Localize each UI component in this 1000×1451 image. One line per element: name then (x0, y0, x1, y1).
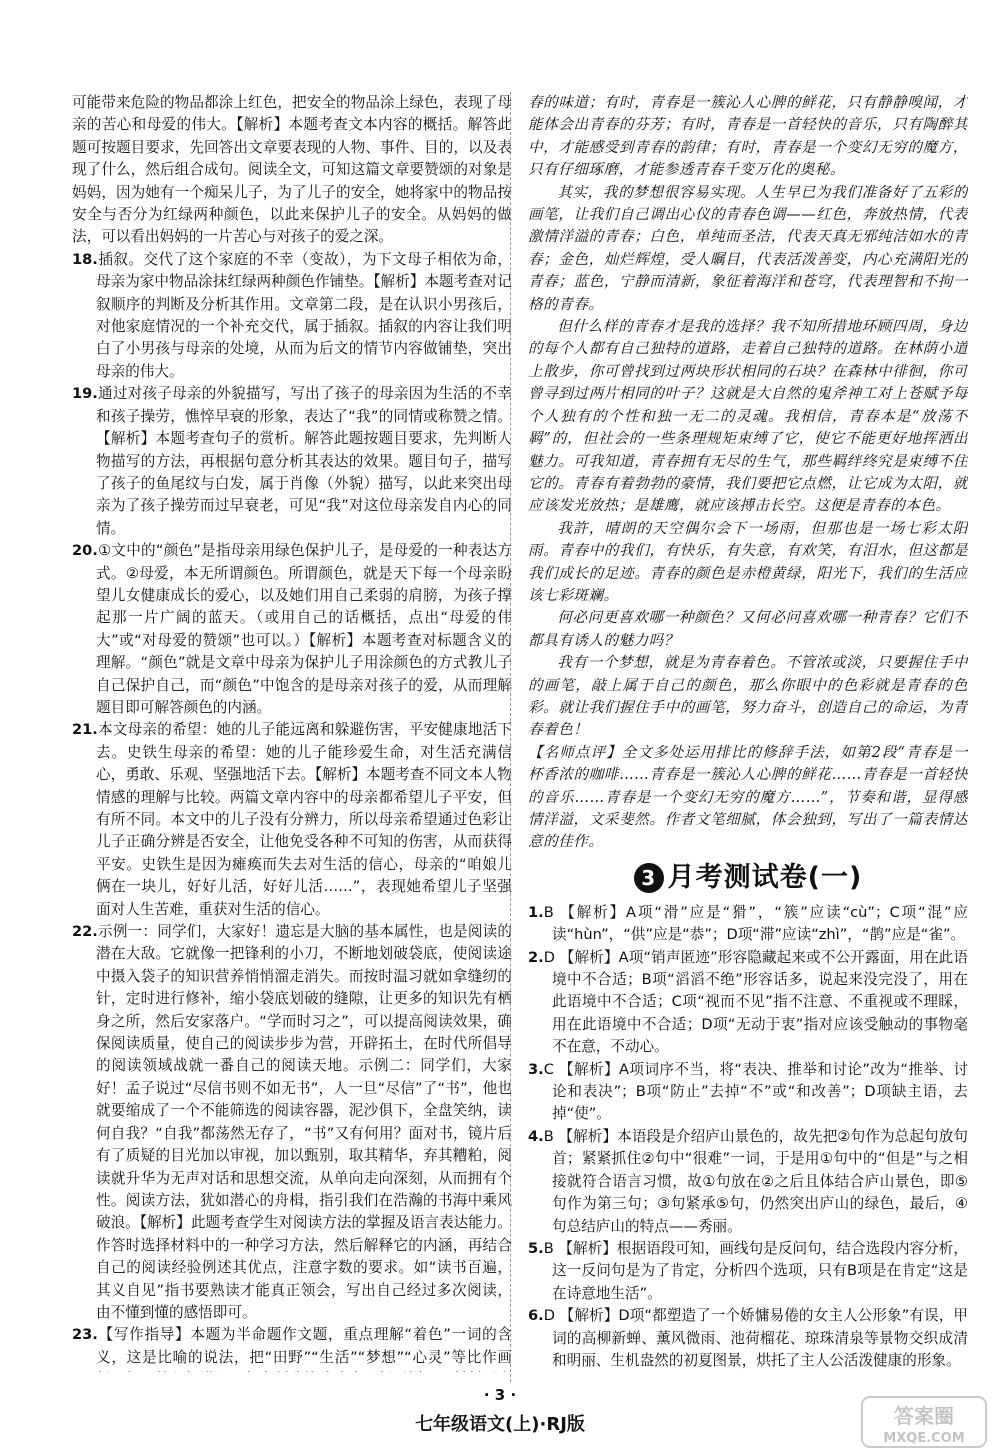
answer-17-continuation: 可能带来危险的物品都涂上红色，把安全的物品涂上绿色，表现了母亲的苦心和母爱的伟大。【解析】本题考查文本内容的概括。解答此题可按题目要求，先回答出文章要表现的人物、事件、目的，以及表现了什么，然后组合成句。阅读全文，可知这篇文章要赞颂的对象是妈妈，因为她有一个痴呆儿子，为了儿子的安全，她将家中的物品按安全与否分为红绿两种颜色，以此来保护儿子的安全。从妈妈的做法，可以看出妈妈的一片苦心与对孩子的爱之深。 (72, 94, 512, 246)
teacher-comment: 【名师点评】全文多处运用排比的修辞手法，如第2段“青春是一杯香浓的咖啡……青春是一簇沁人心脾的鲜花……青春是一首轻快的音乐……青春是一个变幻无穷的魔方……”，节奏和谐，显得感情洋溢，文采斐然。作者文笔细腻，体会独到，写出了一篇表情达意的佳作。 (528, 743, 968, 851)
essay-paragraph-5: 我許，晴朗的天空偶尔会下一场雨，但那也是一场七彩太阳雨。青春中的我们，有快乐，有失意，有欢笑，有泪水，但这都是我们成长的足迹。青春的颜色是赤橙黄绿，阳光下，我们的生活应该七彩斑斓。 (528, 519, 968, 604)
essay-paragraph-7: 我有一个梦想，就是为青春着色。不管浓或淡，只要握住手中的画笔，敲上属于自己的颜色，那么你眼中的色彩就是青春的色彩。就让我们握住手中的画笔，努力奋斗，创造自己的命运，为青春着色！ (528, 654, 968, 739)
answer-1-text: B 【解析】A项“滑”应是“猾”，“簇”应读“cù”；C项“混”应读“hùn”，“供”应是“恭”；D项“滞”应读“zhì”，“鹊”应是“雀”。 (543, 903, 968, 944)
right-column (528, 92, 968, 1372)
section-number-badge: 3 (634, 863, 664, 893)
answer-3-text: C 【解析】A项词序不当，将“表决、推举和讨论”改为“推举、讨论和表决”；B项“防止”去掉“不”或“和改善”；D项缺主语，去掉“使”。 (543, 1060, 968, 1123)
section-title: 月考测试卷(一) (667, 861, 863, 893)
answer-19 (72, 383, 512, 540)
watermark-text-top: 答案圈 (894, 1404, 954, 1428)
section-heading (528, 858, 968, 898)
answer-21 (72, 719, 512, 921)
answer-5-number: 5. (528, 1239, 544, 1257)
book-title: 七年级语文(上)·RJ版 (415, 1414, 585, 1435)
column-divider (510, 92, 511, 1382)
answer-2-number: 2. (528, 948, 544, 966)
answer-22-text: 示例一：同学们，大家好！遗忘是大脑的基本属性，也是阅读的潜在大敌。它就像一把锋利的小刀，不断地划破袋底，使阅读途中摄入袋子的知识营养悄悄溜走消失。而按时温习就如拿缝纫的针，定时进行修补，缩小袋底划破的缝隙，让更多的知识先有栖身之所，然后安家落户。“学而时习之”，可以提高阅读效果，确保阅读质量，使自己的阅读步步为营，开辟拓土，在时代所倡导的阅读领域战就一番自己的阅读天地。示例二：同学们，大家好！孟子说过“尽信书则不如无书”，人一旦“尽信”了“书”，他也就要缩成了一个不能筛选的阅读容器，泥沙俱下，全盘笑纳，读何自我？“自我”都荡然无存了，“书”又有何用？面对书，镜片后有了质疑的目光加以审视，加以甄别，取其精华，弃其糟粕，阅读就升华为无声对话和思想交流，从单向走向深刻，从而拥有个性。阅读方法，犹如潜心的舟楫，指引我们在浩瀚的书海中乘风破浪。【解析】此题考查学生对阅读方法的掌握及语言表达能力。作答时选择材料中的一种学习方法，然后解释它的内涵，再结合自己的阅读经验例述其优点，注意字数的要求。如“读书百遍，其义自见”指书要熟读才能真正领会，写出自己经过多次阅读，由不懂到懂的感悟即可。 (96, 923, 512, 1321)
answer-22 (72, 921, 512, 1324)
answer-20 (72, 540, 512, 719)
answer-18-number: 18. (72, 250, 98, 268)
answer-6-number: 6. (528, 1307, 544, 1325)
answer-20-number: 20. (72, 542, 98, 560)
essay-paragraph-2-continuation: 春的味道；有时，青春是一簇沁人心脾的鲜花，只有静静嗅闻，才能体会出青春的芬芳；有时，青春是一首轻快的音乐，只有陶醉其中，才能感受到青春的韵律；有时，青春是一个变幻无穷的魔方，只有仔细琢磨，才能参透青春千变万化的奥秘。 (528, 94, 968, 179)
essay-paragraph-3: 其实，我的梦想很容易实现。人生早已为我们准备好了五彩的画笔，让我们自己调出心仪的青春色调——红色，奔放热情，代表激情洋溢的青春；白色，单纯而圣洁，代表天真无邪纯洁如水的青春；金色，灿烂辉煌，受人瞩目，代表活泼善变，内心充满阳光的青春；蓝色，宁静而清新，象征着海洋和苍穹，代表理智和不拘一格的青春。 (528, 183, 968, 313)
answer-21-text: 本文母亲的希望：她的儿子能远离和躲避伤害，平安健康地活下去。史铁生母亲的希望：她的儿子能珍爱生命，对生活充满信心，勇敢、乐观、坚强地活下去。【解析】本题考查不同文本人物情感的理解与比较。两篇文章内容中的母亲都希望儿子平安，但有所不同。本文中的儿子没有分辨力，所以母亲希望通过色彩让儿子正确分辨是否安全，让他免受各种不可知的伤害，从而获得平安。史铁生是因为瘫痪而失去对生活的信心，母亲的“咱娘儿俩在一块儿，好好儿活，好好儿活……”，表现她希望儿子坚强面对人生苦难，重获对生活的信心。 (96, 721, 512, 918)
answer-5 (528, 1238, 968, 1305)
watermark-text-bottom: MXQE.COM (883, 1431, 965, 1446)
essay-paragraph-4: 但什么样的青春才是我的选择？我不知所措地环顾四周，身边的每个人都有自己独特的道路，走着自己独特的道路。在林荫小道上散步，你可曾找到过两块形状相同的石块？在森林中徘徊，你可曾寻到过两片相同的叶子？这就是大自然的鬼斧神工对上苍赋予每个人独有的个性和独一无二的灵魂。我相信，青春本是“放荡不羁”的，但社会的一些条理规矩束缚了它，使它不能更好地挥洒出魅力。可我知道，青春拥有无尽的生气，那些羁绊终究是束缚不住它的。青春有着勃勃的豪情，我们要把它点燃，让它成为太阳，就应该发光放热；是雄鹰，就应该搏击长空。这便是青春的本色。 (528, 318, 968, 515)
answer-3 (528, 1059, 968, 1126)
answer-5-text: B 【解析】根据语段可知，画线句是反问句，结合选段内容分析，这一反问句是为了肯定，分析四个选项，只有B项是在肯定“这是在诗意地生活”。 (543, 1239, 968, 1302)
answer-4-number: 4. (528, 1127, 544, 1145)
watermark-logo (860, 1395, 988, 1449)
answer-18-text: 插叙。交代了这个家庭的不幸（变故），为下文母子相依为命，母亲为家中物品涂抹红绿两种颜色作铺垫。【解析】本题考查对记叙顺序的判断及分析其作用。文章第二段，是在认识小男孩后，对他家庭情况的一个补充交代，属于插叙。插叙的内容让我们明白了小男孩与母亲的处境，从而为后文的情节内容做铺垫，突出母亲的伟大。 (96, 250, 512, 380)
answer-23-number: 23. (72, 1326, 98, 1344)
answer-2-text: D 【解析】A项“销声匿迹”形容隐藏起来或不公开露面，用在此语境中不合适；B项“滔滔不绝”形容话多，说起来没完没了，用在此语境中不合适；C项“视而不见”指不注意、不重视或不理睬，用在此语境中不合适；D项“无动于衷”指对应该受触动的事物毫不在意，不动心。 (543, 948, 968, 1056)
answer-21-number: 21. (72, 721, 98, 739)
answer-19-number: 19. (72, 385, 98, 403)
answer-4 (528, 1126, 968, 1238)
answer-19-text: 通过对孩子母亲的外貌描写，写出了孩子的母亲因为生活的不幸和孩子操劳，憔悴早衰的形象，表达了“我”的同情或称赞之情。【解析】本题考查句子的赏析。解答此题按题目要求，先判断人物描写的方法，再根据句意分析其表达的效果。题目句子，描写了孩子的鱼尾纹与白发，属于肖像（外貌）描写，以此来突出母亲为了孩子操劳而过早衰老，可见“我”对这位母亲发自内心的同情。 (96, 385, 512, 537)
answer-18 (72, 249, 512, 383)
answer-23-text: 【写作指导】本题为半命题作文题，重点理解“着色”一词的含义，这是比喻的说法，把“田野”“生活”“梦想”“心灵”等比作画 (96, 1326, 512, 1366)
answer-1 (528, 902, 968, 947)
answer-2 (528, 947, 968, 1059)
left-column (72, 92, 512, 1372)
answer-3-number: 3. (528, 1060, 544, 1078)
answer-1-number: 1. (528, 903, 544, 921)
answer-6-text: D 【解析】D项“都塑造了一个娇慵易倦的女主人公形象”有误，甲词的高柳新蝉、薰风微雨、池荷榴花、琼珠清泉等景物交织成清和明丽、生机盎然的初夏图景，烘托了主人公活泼健康的形象。 (543, 1307, 968, 1369)
answer-23 (72, 1324, 512, 1372)
answer-20-text: ①文中的“颜色”是指母亲用绿色保护儿子，是母爱的一种表达方式。②母爱，本无所谓颜色。所谓颜色，就是天下每一个母亲盼望儿女健康成长的爱心，以及她们用自己柔弱的肩膀，为孩子撑起那一片广阔的蓝天。（或用自己的话概括，点出“母爱的伟大”或“对母爱的赞颂”也可以。）【解析】本题考查对标题含义的理解。“颜色”就是文章中母亲为保护儿子用涂颜色的方式教儿子自己保护自己，而“颜色”中饱含的是母亲对孩子的爱，从而理解题目即可解答颜色的内涵。 (96, 542, 512, 716)
essay-paragraph-6: 何必问更喜欢哪一种颜色？又何必问喜欢哪一种青春？它们不都具有诱人的魅力吗？ (528, 609, 968, 649)
answer-6 (528, 1305, 968, 1372)
page-number: · 3 · (483, 1386, 517, 1404)
answer-4-text: B 【解析】本语段是介绍庐山景色的，故先把②句作为总起句放句首；紧紧抓住②句中“很难”一词，于是用①句中的“但是”与之相接就符合语言习惯，故①句放在②之后且体结合庐山景色，即⑤句作为第三句；③句紧承⑤句，仍然突出庐山的绿色，最后，④句总结庐山的特点——秀丽。 (543, 1127, 968, 1235)
answer-22-number: 22. (72, 923, 98, 941)
